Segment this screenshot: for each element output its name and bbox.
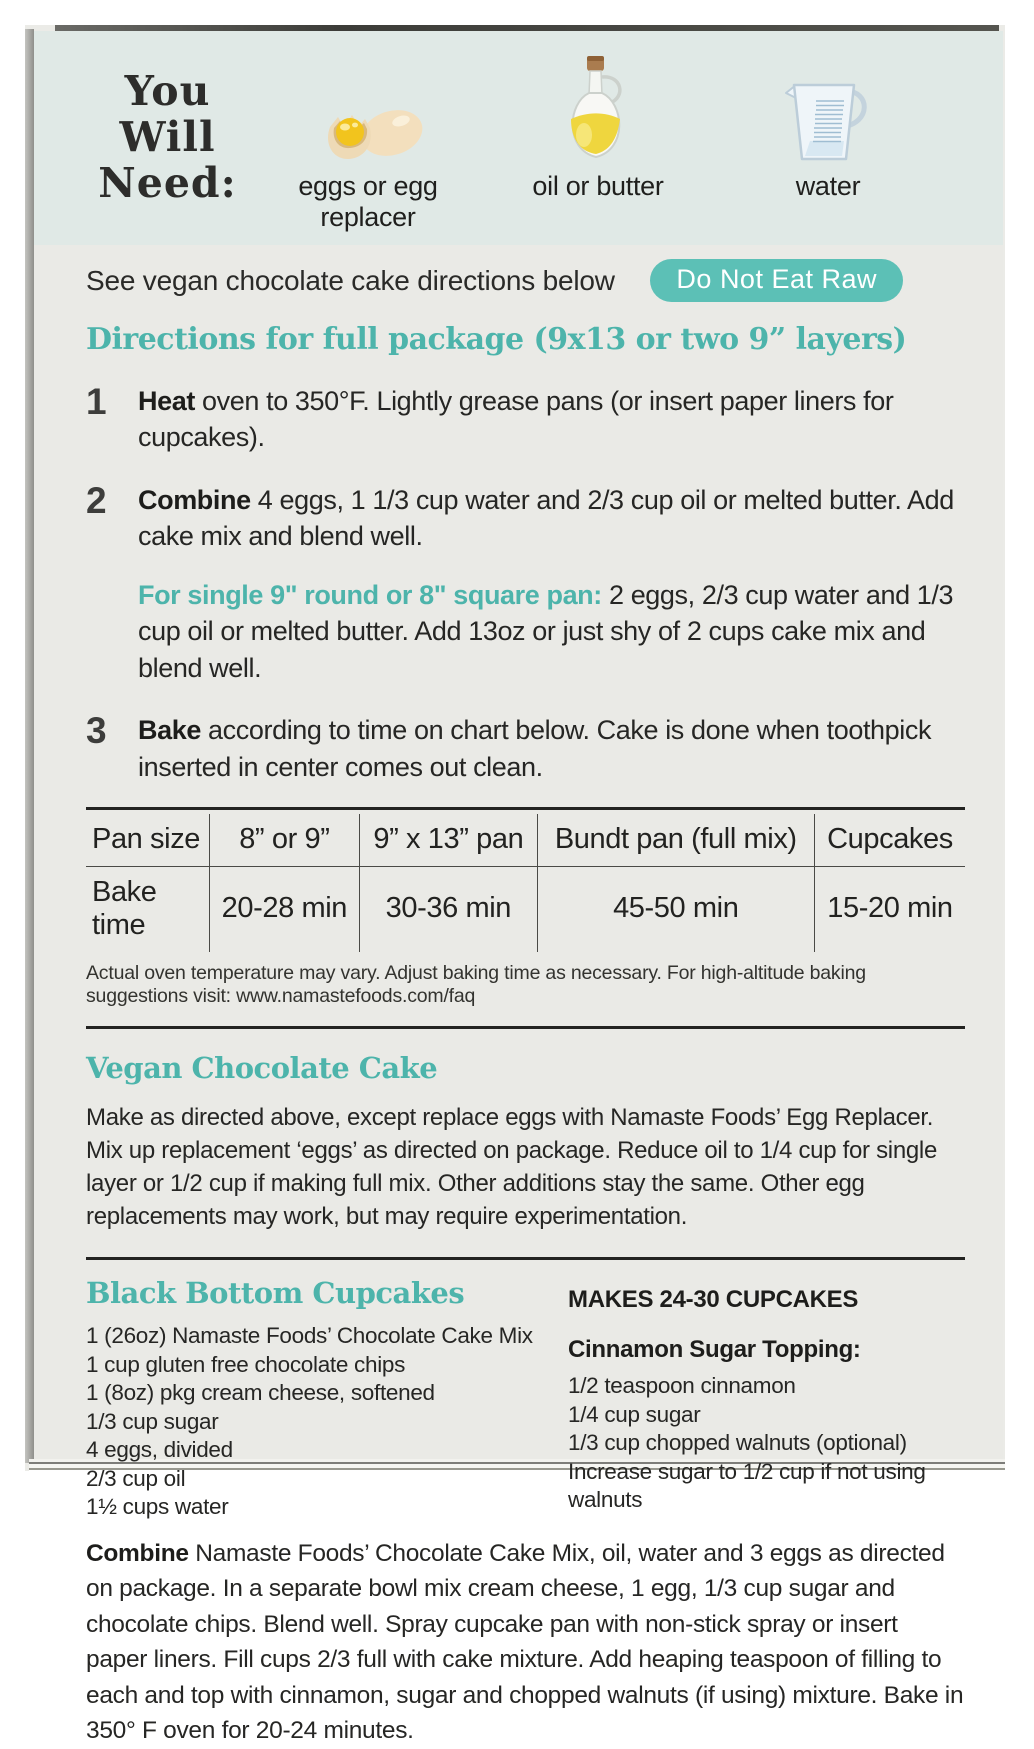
list-item: Increase sugar to 1/2 cup if not using walnuts: [568, 1458, 926, 1513]
table-top-rule: [86, 807, 965, 810]
back-panel: [34, 31, 1003, 1745]
step-number: 2: [86, 479, 107, 521]
black-bottom-section: [86, 1276, 965, 1522]
ingredient-eggs: [253, 53, 483, 233]
you-will-need-band: [34, 31, 1003, 245]
bake-time-label: Bake time: [86, 866, 209, 952]
step-text: Combine 4 eggs, 1 1/3 cup water and 2/3 cup oil or melted butter. Add cake mix and blend well.: [138, 484, 954, 552]
ingredient-label: oil or butter: [532, 171, 664, 201]
step-keyword: Combine: [138, 484, 251, 515]
box-left-edge: [25, 29, 34, 1463]
step-number: 1: [86, 381, 107, 422]
oven-temp-footnote: Actual oven temperature may vary. Adjust baking time as necessary. For high-altitude baking suggestions visit: www.namastefoods.com/faq: [86, 961, 866, 1007]
vegan-cake-paragraph: Make as directed above, except replace eggs with Namaste Foods’ Egg Replacer. Mix up replacement ‘eggs’ as directed on package. Reduce oil to 1/4 cup for single layer or 1/2 cup if making full mix. Other additions stay the same. Other egg replacements may work, but may require experimentation.: [86, 1103, 938, 1231]
combine-instructions: Combine Namaste Foods’ Chocolate Cake Mix, oil, water and 3 eggs as directed on package. In a separate bowl mix cream cheese, 1 egg, 1/3 cup sugar and chocolate chips. Blend well. Spray cupcake pan with non-stick spray or insert paper liners. Fill cups 2/3 full with cake mixture. Add heaping teaspoon of filling to each and top with cinnamon, sugar and chopped walnuts (if using) mixture. Bake in 350° F oven for 20-24 minutes.: [86, 1539, 964, 1745]
combine-keyword: Combine: [86, 1539, 189, 1567]
list-item: 1 cup gluten free chocolate chips: [86, 1351, 406, 1377]
single-pan-note: For single 9" round or 8" square pan: 2 eggs, 2/3 cup water and 1/3 cup oil or melted butter. Add 13oz or just shy of 2 cups cake mix and blend well.: [138, 579, 954, 683]
step-text: Bake according to time on chart below. Cake is done when toothpick inserted in center comes out clean.: [138, 715, 932, 782]
oil-bottle-icon: [556, 53, 640, 165]
direction-step-1: [86, 383, 965, 456]
panel-content: [34, 322, 1003, 1749]
list-item: 1½ cups water: [86, 1494, 229, 1520]
notice-row: [34, 245, 1003, 302]
step-text: Heat oven to 350°F. Lightly grease pans (or insert paper liners for cupcakes).: [138, 386, 894, 453]
section-divider: [86, 1026, 965, 1029]
topping-heading: Cinnamon Sugar Topping:: [568, 1336, 861, 1364]
vegan-notice-text: See vegan chocolate cake directions below: [86, 264, 615, 296]
water-measuring-cup-icon: [776, 53, 880, 165]
makes-count: MAKES 24-30 CUPCAKES: [568, 1286, 859, 1314]
topping-list: [568, 1372, 965, 1515]
list-item: 1/4 cup sugar: [568, 1401, 701, 1427]
direction-step-3: [86, 712, 965, 785]
black-bottom-heading: Black Bottom Cupcakes: [86, 1276, 465, 1311]
ingredient-label: water: [795, 171, 861, 201]
bake-time-table: [86, 814, 965, 952]
single-pan-note-lead: For single 9" round or 8" square pan:: [138, 579, 602, 610]
ingredient-water: [713, 53, 943, 233]
step-number: 3: [86, 710, 107, 752]
list-item: 1/3 cup sugar: [86, 1408, 219, 1434]
directions-heading: Directions for full package (9x13 or two 9” layers): [86, 322, 907, 357]
table-row: Bake time 20-28 min 30-36 min 45-50 min 15-20 min: [86, 866, 965, 952]
ingredient-label: eggs or egg replacer: [298, 171, 438, 233]
you-will-need-title: You Will Need:: [98, 67, 237, 207]
cake-mix-box: [25, 25, 1005, 1745]
list-item: 1 (26oz) Namaste Foods’ Chocolate Cake Mix: [86, 1323, 533, 1349]
list-item: 1/3 cup chopped walnuts (optional): [568, 1430, 907, 1456]
list-item: 4 eggs, divided: [86, 1437, 233, 1463]
list-item: 2/3 cup oil: [86, 1465, 186, 1491]
do-not-eat-raw-badge: Do Not Eat Raw: [650, 259, 903, 302]
cracked-eggs-icon: [304, 53, 432, 165]
direction-step-2: [86, 479, 965, 555]
step-keyword: Bake: [138, 715, 201, 746]
list-item: 1 (8oz) pkg cream cheese, softened: [86, 1380, 435, 1406]
pan-size-label: Pan size: [86, 814, 209, 867]
vegan-cake-heading: Vegan Chocolate Cake: [86, 1050, 438, 1085]
list-item: 1/2 teaspoon cinnamon: [568, 1373, 796, 1399]
ingredient-oil: [483, 53, 713, 233]
table-row: Pan size 8” or 9” 9” x 13” pan Bundt pan (full mix) Cupcakes: [86, 814, 965, 867]
you-will-need-items: [243, 31, 1003, 233]
section-divider: [86, 1257, 965, 1260]
ingredient-list: [86, 1322, 568, 1522]
step-keyword: Heat: [138, 386, 195, 416]
